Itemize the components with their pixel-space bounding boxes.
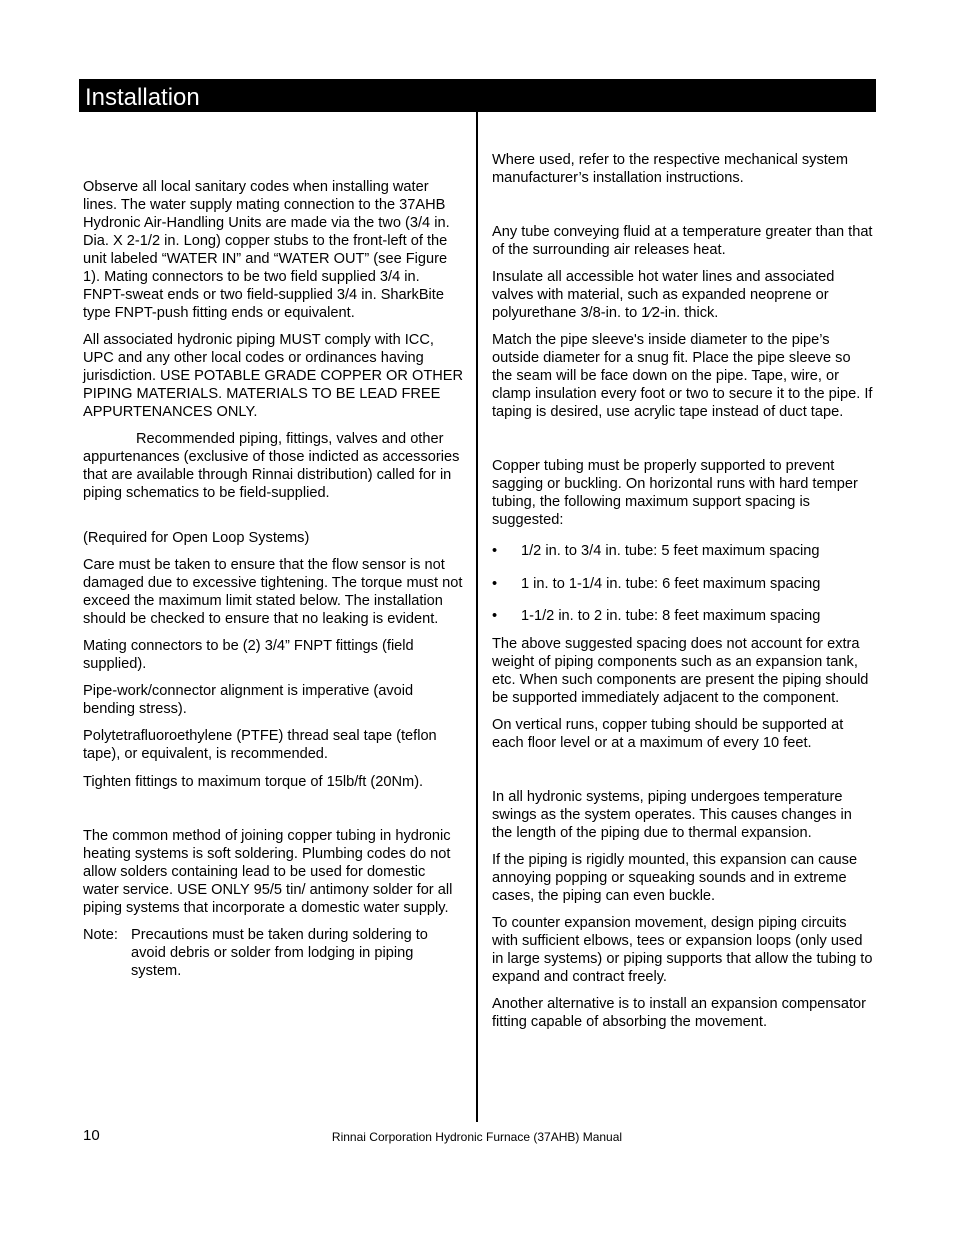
open-loop-note: (Required for Open Loop Systems) (83, 530, 310, 546)
left-column (83, 178, 465, 980)
section-title: Installation (85, 84, 200, 111)
page-number: 10 (83, 1127, 100, 1144)
expansion-design-paragraph: To counter expansion movement, design piping circuits with sufficient elbows, tees or expansion loops (only used in large systems) or piping supports that allow the tubing to expand and contract freely. (492, 915, 873, 985)
hydronic-piping-paragraph: All associated hydronic piping MUST comply with ICC, UPC and any other local codes or ordinances having jurisdiction. USE POTABLE GRADE COPPER OR OTHER PIPING MATERIALS. MATERIALS TO BE LEAD FREE APPURTENANCES ONLY. (83, 332, 464, 420)
support-paragraph: Copper tubing must be properly supported to prevent sagging or buckling. On horizontal runs with hard temper tubing, the following maximum support spacing is suggested: (492, 458, 858, 528)
flow-sensor-paragraph: Care must be taken to ensure that the flow sensor is not damaged due to excessive tightening. The torque must not exceed the maximum limit stated below. The installation should be checked to ensure that no leaking is evident. (83, 557, 463, 627)
footer-title: Rinnai Corporation Hydronic Furnace (37AHB) Manual (331, 1130, 623, 1144)
bullet-icon: • (492, 608, 498, 624)
column-divider (476, 112, 478, 1122)
insulate-paragraph: Insulate all accessible hot water lines and associated valves with material, such as expanded neoprene or polyurethane 3/8-in. to 1⁄2-in. thick. (492, 269, 835, 321)
vertical-runs-paragraph: On vertical runs, copper tubing should be supported at each floor level or at a maximum of every 10 feet. (492, 717, 844, 751)
heat-release-paragraph: Any tube conveying fluid at a temperature greater than that of the surrounding air releases heat. (492, 224, 873, 258)
thermal-expansion-paragraph: In all hydronic systems, piping undergoes temperature swings as the system operates. This causes changes in the length of the piping due to thermal expansion. (492, 789, 852, 841)
list-item: • 1 in. to 1-1/4 in. tube: 6 feet maximum spacing (492, 576, 821, 592)
note-label: Note: (83, 927, 118, 943)
bullet-icon: • (492, 576, 498, 592)
list-item: • 1-1/2 in. to 2 in. tube: 8 feet maximum spacing (492, 608, 821, 624)
water-lines-paragraph: Observe all local sanitary codes when installing water lines. The water supply mating connection to the 37AHB Hydronic Air-Handling Units are made via the two (3/4 in. Dia. X 2-1/2 in. Long) copper stubs to the front-left of the unit labeled “WATER IN” and “WATER OUT” (see Figure 1). Mating connectors to be two field supplied 3/4 in. FNPT-sweat ends or two field-supplied 3/4 in. SharkBite type FNPT-push fitting ends or equivalent. (83, 179, 450, 321)
spacing-note-paragraph: The above suggested spacing does not account for extra weight of piping components such as an expansion tank, etc. When such components are present the piping should be supported immediately adjacent to the component. (492, 636, 869, 706)
note-text: Precautions must be taken during soldering to avoid debris or solder from lodging in piping system. (131, 927, 428, 979)
pipe-sleeve-paragraph: Match the pipe sleeve's inside diameter to the pipe’s outside diameter for a snug fit. Place the pipe sleeve so the seam will be face down on the pipe. Tape, wire, or clamp insulation every foot or two to secure it to the pipe. If taping is desired, use acrylic tape instead of duct tape. (492, 332, 873, 420)
bullet-icon: • (492, 543, 498, 559)
rigid-mount-paragraph: If the piping is rigidly mounted, this expansion can cause annoying popping or squeaking sounds and in extreme cases, the piping can even buckle. (492, 852, 858, 904)
soldering-paragraph: The common method of joining copper tubing in hydronic heating systems is soft soldering. Plumbing codes do not allow solders containing lead to be used for domestic water service. USE ONLY 95/5 tin/ antimony solder for all piping systems that incorporate a domestic water supply. (83, 828, 453, 916)
soldering-note (83, 926, 465, 980)
list-item: • 1/2 in. to 3/4 in. tube: 5 feet maximum spacing (492, 543, 820, 559)
recommended-piping-paragraph: Recommended piping, fittings, valves and other appurtenances (exclusive of those indicted as accessories that are available through Rinnai distribution) called for in piping schematics to be field-supplied. (83, 431, 460, 501)
torque-paragraph: Tighten fittings to maximum torque of 15lb/ft (20Nm). (83, 774, 424, 790)
alignment-paragraph: Pipe-work/connector alignment is imperative (avoid bending stress). (83, 683, 414, 717)
mating-connectors-paragraph: Mating connectors to be (2) 3/4” FNPT fittings (field supplied). (83, 638, 414, 672)
mechanical-system-paragraph: Where used, refer to the respective mechanical system manufacturer’s installation instructions. (492, 152, 849, 186)
right-column (492, 151, 874, 1031)
section-header (79, 79, 876, 112)
compensator-paragraph: Another alternative is to install an expansion compensator fitting capable of absorbing the movement. (492, 996, 866, 1030)
ptfe-paragraph: Polytetrafluoroethylene (PTFE) thread seal tape (teflon tape), or equivalent, is recommended. (83, 728, 437, 762)
